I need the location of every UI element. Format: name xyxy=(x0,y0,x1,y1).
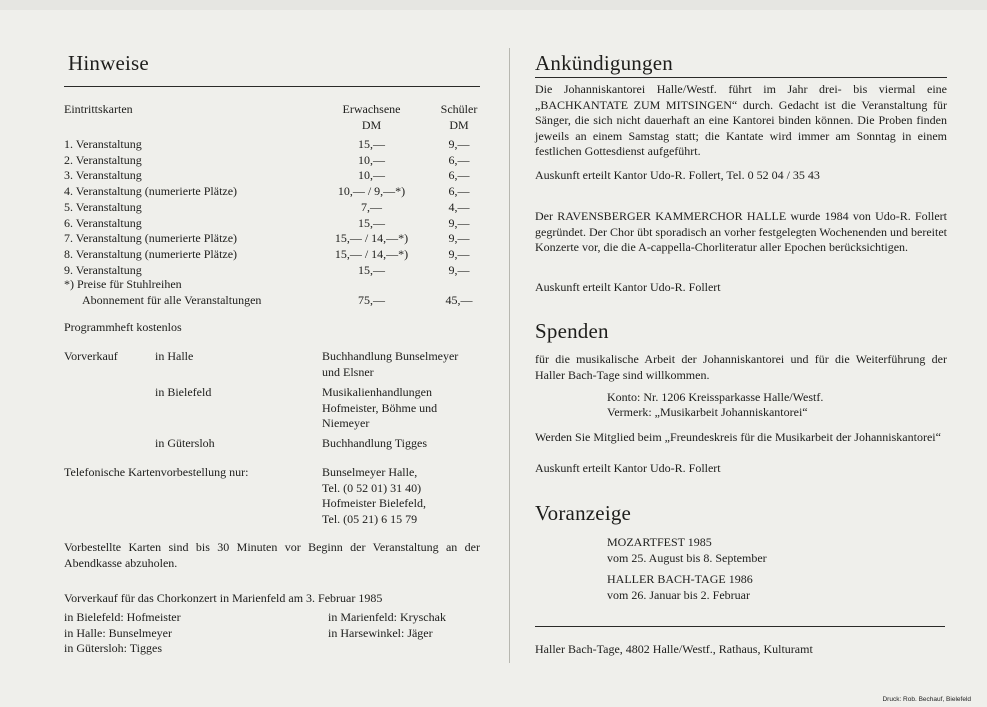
marienfeld-outlet: in Marienfeld: Kryschak xyxy=(328,610,446,624)
event-label: 4. Veranstaltung (numerierte Plätze) xyxy=(64,184,238,199)
price-row xyxy=(64,263,484,279)
phone-label: Telefonische Kartenvorbestellung nur: xyxy=(64,465,249,479)
adult-price: 10,— xyxy=(358,168,385,183)
event-label: 3. Veranstaltung xyxy=(64,168,142,183)
price-row xyxy=(64,137,484,153)
hinweise-title: Hinweise xyxy=(68,51,149,75)
adult-currency: DM xyxy=(361,118,382,132)
price-row xyxy=(64,184,484,200)
student-price: 4,— xyxy=(448,199,470,214)
vorverkauf-shop-line: Musikalienhandlungen xyxy=(322,385,432,399)
event-label: 6. Veranstaltung xyxy=(64,215,142,230)
ankuendigungen-title-rule xyxy=(535,77,947,78)
vorverkauf-shop xyxy=(322,385,437,432)
vorverkauf-shop-line: Buchhandlung Bunselmeyer xyxy=(322,349,459,363)
adult-price: 7,— xyxy=(361,199,382,214)
freundeskreis-paragraph: Werden Sie Mitglied beim „Freundeskreis für die Musikarbeit der Johanniskantorei“ xyxy=(535,430,941,444)
kammerchor-contact: Auskunft erteilt Kantor Udo-R. Follert xyxy=(535,280,721,294)
bachkantate-paragraph: Die Johanniskantorei Halle/Westf. führt im Jahr drei- bis viermal eine „BACHKANTATE ZUM MITSINGEN“ durch. Gedacht ist die Veranstaltung für Sänger, die sich nicht dauerhaft an eine Kantorei binden können. Die Proben finden jeweils an einem Samstag statt; die Kantate wird immer am Sonntag in einem festlichen Gottesdienst aufgeführt. xyxy=(535,82,947,158)
programmheft-note: Programmheft kostenlos xyxy=(64,320,182,334)
student-price: 9,— xyxy=(448,262,470,277)
spenden-contact: Auskunft erteilt Kantor Udo-R. Follert xyxy=(535,461,721,475)
student-column-header: Schüler xyxy=(440,102,478,116)
marienfeld-outlet: in Halle: Bunselmeyer xyxy=(64,625,172,640)
spenden-title: Spenden xyxy=(535,319,609,343)
marienfeld-note: Vorverkauf für das Chorkonzert in Marienfeld am 3. Februar 1985 xyxy=(64,591,383,605)
student-currency: DM xyxy=(449,118,469,132)
student-price: 6,— xyxy=(448,168,470,183)
marienfeld-outlet: in Bielefeld: Hofmeister xyxy=(64,610,181,624)
price-table-currency xyxy=(64,118,484,134)
event-name: HALLER BACH-TAGE 1986 xyxy=(607,572,753,586)
event-label: 9. Veranstaltung xyxy=(64,262,142,277)
tickets-label: Eintrittskarten xyxy=(64,102,133,116)
vorverkauf-place: in Halle xyxy=(155,349,194,363)
abo-student-price: 45,— xyxy=(445,293,473,307)
marienfeld-left-list xyxy=(64,610,181,657)
ankuendigungen-title: Ankündigungen xyxy=(535,51,673,75)
hinweise-title-rule xyxy=(64,86,480,87)
vorverkauf-place: in Gütersloh xyxy=(155,436,215,450)
price-table-header xyxy=(64,102,484,118)
adult-price: 15,— xyxy=(358,262,385,277)
vorverkauf-shop-line: Niemeyer xyxy=(322,416,370,430)
event-mozartfest xyxy=(607,535,767,566)
student-price: 6,— xyxy=(448,152,470,167)
student-price: 9,— xyxy=(448,215,470,230)
event-label: 2. Veranstaltung xyxy=(64,152,142,167)
event-label: 1. Veranstaltung xyxy=(64,137,142,151)
adult-price: 15,— xyxy=(358,215,385,230)
phone-line: Bunselmeyer Halle, xyxy=(322,465,418,479)
adult-price: 15,— / 14,—*) xyxy=(334,246,409,261)
price-row xyxy=(64,231,484,247)
bachkantate-contact: Auskunft erteilt Kantor Udo-R. Follert, Tel. 0 52 04 / 35 43 xyxy=(535,168,820,182)
footnote-text: *) Preise für Stuhlreihen xyxy=(64,277,182,291)
vorverkauf-shop-line: Hofmeister, Böhme und xyxy=(322,400,438,415)
vorverkauf-shop xyxy=(322,349,458,380)
abo-adult-price: 75,— xyxy=(358,293,385,307)
price-row xyxy=(64,247,484,263)
marienfeld-right-list xyxy=(328,610,446,641)
marienfeld-outlet: in Harsewinkel: Jäger xyxy=(328,625,433,640)
footer-address: Haller Bach-Tage, 4802 Halle/Westf., Rathaus, Kulturamt xyxy=(535,642,813,656)
page-top-edge xyxy=(0,0,987,10)
price-row xyxy=(64,168,484,184)
adult-price: 10,— / 9,—*) xyxy=(337,184,406,199)
abo-label: Abonnement für alle Veranstaltungen xyxy=(82,293,262,307)
event-bach-tage xyxy=(607,572,753,603)
event-name: MOZARTFEST 1985 xyxy=(607,535,712,549)
footnote-row xyxy=(64,277,484,293)
student-price: 6,— xyxy=(448,184,470,199)
spenden-paragraph: für die musikalische Arbeit der Johanniskantorei und für die Weiterführung der Haller Bach-Tage sind willkommen. xyxy=(535,352,947,382)
page-fold-divider xyxy=(509,48,510,663)
phone-line: Hofmeister Bielefeld, xyxy=(322,496,426,510)
adult-price: 15,— xyxy=(358,137,385,151)
voranzeige-title: Voranzeige xyxy=(535,501,632,525)
price-row xyxy=(64,200,484,216)
event-dates: vom 25. August bis 8. September xyxy=(607,550,767,565)
spenden-vermerk: Vermerk: „Musikarbeit Johanniskantorei“ xyxy=(607,405,808,419)
adult-column-header: Erwachsene xyxy=(342,102,401,116)
reserved-note: Vorbestellte Karten sind bis 30 Minuten vor Beginn der Veranstaltung an der Abendkasse abzuholen. xyxy=(64,540,480,570)
vorverkauf-shop-line: Buchhandlung Tigges xyxy=(322,436,428,450)
student-price: 9,— xyxy=(448,246,470,261)
event-label: 5. Veranstaltung xyxy=(64,199,142,214)
student-price: 9,— xyxy=(448,137,470,151)
vorverkauf-shop-line: und Elsner xyxy=(322,364,374,379)
phone-list xyxy=(322,465,426,527)
adult-price: 15,— / 14,—*) xyxy=(334,231,409,246)
marienfeld-outlet: in Gütersloh: Tigges xyxy=(64,641,163,655)
phone-line: Tel. (05 21) 6 15 79 xyxy=(322,511,418,526)
vorverkauf-shop xyxy=(322,436,427,452)
price-row xyxy=(64,153,484,169)
phone-line: Tel. (0 52 01) 31 40) xyxy=(322,480,422,495)
vorverkauf-label: Vorverkauf xyxy=(64,349,118,363)
spenden-konto: Konto: Nr. 1206 Kreissparkasse Halle/Westf. xyxy=(607,390,824,404)
event-label: 7. Veranstaltung (numerierte Plätze) xyxy=(64,231,238,246)
abo-row xyxy=(64,293,484,309)
student-price: 9,— xyxy=(448,231,470,246)
event-label: 8. Veranstaltung (numerierte Plätze) xyxy=(64,246,238,261)
footer-rule xyxy=(535,626,945,627)
print-credit: Druck: Rob. Bechauf, Bielefeld xyxy=(882,696,971,703)
kammerchor-paragraph: Der RAVENSBERGER KAMMERCHOR HALLE wurde 1984 von Udo-R. Follert gegründet. Der Chor übt sporadisch an vorher festgelegten Wochenenden und bereitet Konzerte vor, die die A-cappella-Chorliteratur aller Epochen berücksichtigen. xyxy=(535,209,947,254)
vorverkauf-place: in Bielefeld xyxy=(155,385,212,399)
adult-price: 10,— xyxy=(358,152,385,167)
event-dates: vom 26. Januar bis 2. Februar xyxy=(607,587,750,602)
price-row xyxy=(64,216,484,232)
